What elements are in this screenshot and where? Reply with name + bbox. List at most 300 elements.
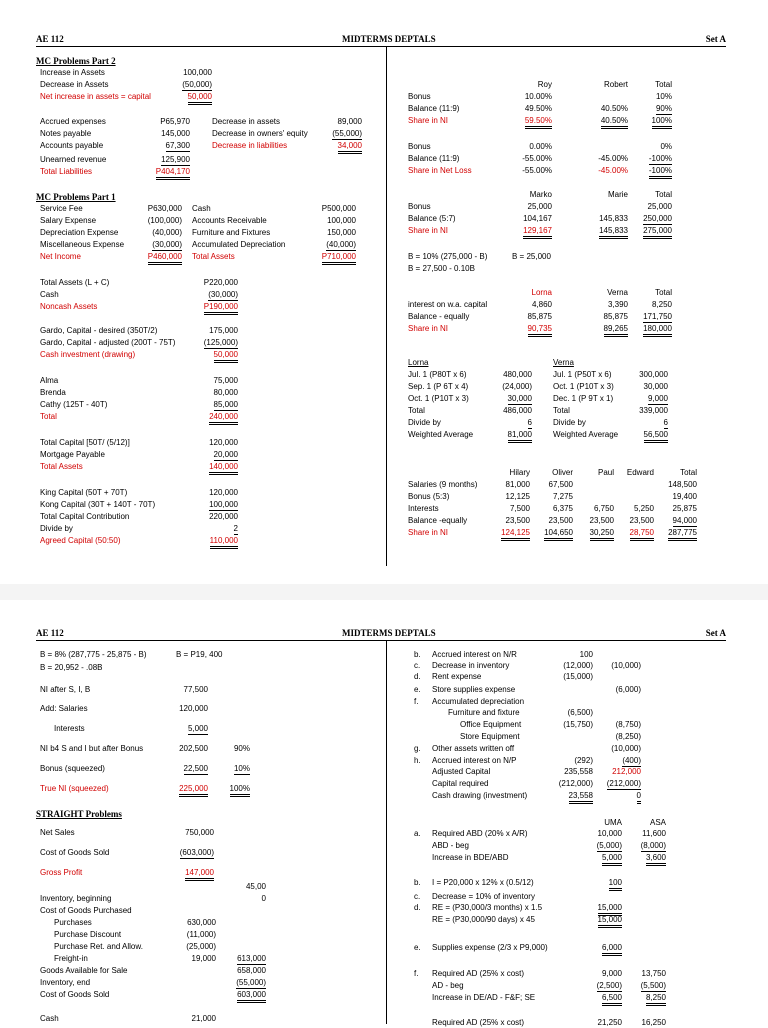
amount-cell: -100% (648, 154, 672, 163)
amount-cell: 104,167 (523, 214, 552, 223)
amount-cell: 100,000 (183, 68, 212, 77)
amount-cell: 77,500 (183, 685, 208, 694)
amount-cell: (292) (574, 756, 593, 765)
line-label: Cost of Goods Sold (40, 990, 110, 999)
amount-cell: (15,750) (563, 720, 593, 729)
line-label: Miscellaneous Expense (40, 240, 125, 249)
line-label: Cash drawing (investment) (432, 791, 528, 800)
amount-cell: 147,000 (185, 868, 214, 881)
line-label: Sep. 1 (P 6T x 4) (408, 382, 469, 391)
line-label: Jul. 1 (P80T x 6) (408, 370, 467, 379)
amount-cell: 45,00 (245, 882, 266, 891)
line-label: Total Assets (40, 462, 83, 471)
amount-cell: 67,500 (548, 480, 573, 489)
amount-cell: 6,000 (602, 943, 622, 956)
amount-cell: 7,275 (552, 492, 573, 501)
amount-cell: (10,000) (611, 744, 641, 753)
amount-cell: 104,650 (544, 528, 573, 541)
amount-cell: 100% (230, 784, 250, 797)
amount-cell: 0% (660, 142, 672, 151)
amount-cell: 110,000 (210, 536, 238, 549)
amount-cell: 486,000 (503, 406, 532, 415)
amount-cell: 21,250 (597, 1018, 622, 1027)
amount-cell: 175,000 (209, 326, 238, 335)
amount-cell: (55,000) (332, 129, 362, 138)
line-label: b. (414, 878, 421, 887)
amount-cell: P190,000 (204, 302, 238, 315)
line-label: AD - beg (432, 981, 464, 990)
set-label: Set A (705, 628, 726, 638)
line-label: Accrued interest on N/P (432, 756, 517, 765)
amount-cell: (55,000) (236, 978, 266, 987)
line-label: d. (414, 672, 421, 681)
line-label: RE = (P30,000/90 days) x 45 (432, 915, 535, 924)
amount-cell: 6,750 (593, 504, 614, 513)
line-label: f. (414, 969, 419, 978)
amount-cell: 13,750 (641, 969, 666, 978)
line-label: Decrease in Assets (40, 80, 109, 89)
amount-cell: Marie (607, 190, 628, 199)
line-label: Agreed Capital (50:50) (40, 536, 121, 545)
amount-cell: 140,000 (209, 462, 238, 475)
line-label: Cost of Goods Sold (40, 848, 110, 857)
amount-cell: 129,167 (523, 226, 552, 239)
amount-cell: 603,000 (237, 990, 266, 1003)
line-label: B = 20,952 - .08B (40, 663, 103, 672)
column-divider (386, 640, 387, 1024)
amount-cell: 81,000 (508, 430, 532, 443)
amount-cell: P460,000 (148, 252, 182, 265)
line-label: Decrease in inventory (432, 661, 510, 670)
line-label: Required AD (25% x cost) (432, 969, 525, 978)
amount-cell: 613,000 (237, 954, 266, 963)
page-header (36, 34, 726, 46)
amount-cell: 0 (637, 791, 641, 804)
line-label: c. (414, 892, 421, 901)
amount-cell: 19,400 (672, 492, 697, 501)
amount-cell: 9,000 (601, 969, 622, 978)
amount-cell: P630,000 (147, 204, 182, 213)
section-heading: MC Problems Part 1 (36, 192, 116, 202)
line-label: Rent expense (432, 672, 482, 681)
line-label: Balance - equally (408, 312, 470, 321)
line-label: Kong Capital (30T + 140T - 70T) (40, 500, 156, 509)
line-label: B = 27,500 - 0.10B (408, 264, 475, 273)
line-label: Decrease in owners' equity (212, 129, 308, 138)
line-label: Increase in Assets (40, 68, 105, 77)
amount-cell: P404,170 (156, 167, 190, 180)
line-label: c. (414, 661, 421, 670)
line-label: b. (414, 650, 421, 659)
amount-cell: 225,000 (179, 784, 208, 797)
line-label: Decrease = 10% of inventory (432, 892, 535, 901)
amount-cell: 5,000 (602, 853, 622, 866)
amount-cell: 235,558 (564, 767, 593, 776)
amount-cell: 120,000 (179, 704, 208, 713)
line-label: Accounts Receivable (192, 216, 267, 225)
line-label: d. (414, 903, 421, 912)
amount-cell: Total (680, 468, 697, 477)
amount-cell: (5,000) (596, 841, 622, 850)
line-label: e. (414, 943, 421, 952)
amount-cell: 49.50% (524, 104, 552, 113)
line-label: Increase in DE/AD - F&F; SE (432, 993, 536, 1002)
line-label: Divide by (553, 418, 586, 427)
amount-cell: 10% (655, 92, 672, 101)
amount-cell: 630,000 (187, 918, 216, 927)
line-label: interest on w.a. capital (408, 300, 488, 309)
line-label: Net Sales (40, 828, 75, 837)
amount-cell: 28,750 (630, 528, 654, 541)
amount-cell: 85,875 (527, 312, 552, 321)
line-label: Other assets written off (432, 744, 515, 753)
amount-cell: -55.00% (522, 166, 552, 175)
amount-cell: 5,000 (187, 724, 208, 733)
amount-cell: 30,000 (507, 394, 532, 403)
line-label: Salaries (9 months) (408, 480, 478, 489)
amount-cell: 56,500 (644, 430, 668, 443)
line-label: Store Equipment (460, 732, 520, 741)
document-title: MIDTERMS DEPTALS (342, 628, 436, 638)
line-label: Decrease in assets (212, 117, 281, 126)
amount-cell: (603,000) (179, 848, 214, 857)
amount-cell: ASA (649, 818, 666, 827)
amount-cell: 3,600 (646, 853, 666, 866)
line-label: Accumulated Depreciation (192, 240, 286, 249)
line-label: Capital required (432, 779, 489, 788)
line-label: Alma (40, 376, 59, 385)
line-label: Notes payable (40, 129, 92, 138)
amount-cell: 85,000 (213, 400, 238, 409)
amount-cell: (212,000) (606, 779, 641, 788)
line-label: Required ABD (20% x A/R) (432, 829, 528, 838)
line-label: Furniture and fixture (448, 708, 520, 717)
line-label: B = P19, 400 (176, 650, 223, 659)
line-label: Share in NI (408, 324, 449, 333)
line-label: Accrued interest on N/R (432, 650, 517, 659)
line-label: RE = (P30,000/3 months) x 1.5 (432, 903, 543, 912)
line-label: Cash (192, 204, 211, 213)
amount-cell: (40,000) (326, 240, 356, 249)
amount-cell: Paul (597, 468, 614, 477)
section-heading: MC Problems Part 2 (36, 56, 116, 66)
amount-cell: 145,833 (599, 214, 628, 223)
amount-cell: 100 (579, 650, 593, 659)
amount-cell: 287,775 (668, 528, 697, 541)
header-rule (36, 640, 726, 641)
line-label: Gross Profit (40, 868, 83, 877)
line-label: Share in NI (408, 116, 449, 125)
line-label: Cash (40, 1014, 59, 1023)
amount-cell: 40.50% (601, 116, 628, 129)
amount-cell: Roy (537, 80, 552, 89)
line-label: Divide by (40, 524, 73, 533)
amount-cell: 50,000 (188, 92, 212, 105)
line-label: King Capital (50T + 70T) (40, 488, 128, 497)
line-label: Divide by (408, 418, 441, 427)
amount-cell: 8,250 (651, 300, 672, 309)
amount-cell: 25,000 (527, 202, 552, 211)
amount-cell: 120,000 (209, 438, 238, 447)
line-label: Share in Net Loss (408, 166, 472, 175)
line-label: Total (408, 406, 425, 415)
amount-cell: 6,375 (552, 504, 573, 513)
amount-cell: (30,000) (208, 290, 238, 299)
amount-cell: 85,875 (603, 312, 628, 321)
amount-cell: 90% (655, 104, 672, 113)
line-label: Decrease in liabilities (212, 141, 288, 150)
section-heading: STRAIGHT Problems (36, 809, 122, 819)
amount-cell: 81,000 (505, 480, 530, 489)
amount-cell: 3,390 (607, 300, 628, 309)
amount-cell: 9,000 (647, 394, 668, 403)
line-label: Store supplies expense (432, 685, 516, 694)
amount-cell: 15,000 (598, 915, 622, 928)
amount-cell: 480,000 (503, 370, 532, 379)
amount-cell: 275,000 (643, 226, 672, 239)
amount-cell: (50,000) (182, 80, 212, 89)
line-label: Salary Expense (40, 216, 97, 225)
amount-cell: 40.50% (600, 104, 628, 113)
amount-cell: 23,500 (589, 516, 614, 525)
amount-cell: 124,125 (501, 528, 530, 541)
line-label: Goods Available for Sale (40, 966, 128, 975)
line-label: Depreciation Expense (40, 228, 119, 237)
line-label: Lorna (408, 358, 429, 367)
line-label: Noncash Assets (40, 302, 98, 311)
line-label: Bonus (408, 202, 431, 211)
amount-cell: P220,000 (203, 278, 238, 287)
amount-cell: 202,500 (179, 744, 208, 753)
amount-cell: 90% (233, 744, 250, 753)
line-label: ABD - beg (432, 841, 469, 850)
line-label: Purchase Discount (54, 930, 122, 939)
amount-cell: 5,250 (633, 504, 654, 513)
amount-cell: 6,500 (602, 993, 622, 1006)
amount-cell: (11,000) (186, 930, 216, 939)
amount-cell: 12,125 (505, 492, 530, 501)
amount-cell: Total (655, 80, 672, 89)
line-label: Total (40, 412, 57, 421)
amount-cell: 19,000 (191, 954, 216, 963)
line-label: Bonus (squeezed) (40, 764, 105, 773)
amount-cell: 11,600 (642, 829, 666, 838)
amount-cell: -100% (649, 166, 672, 179)
line-label: Total Capital [50T/ (5/12)] (40, 438, 130, 447)
amount-cell: 23,500 (505, 516, 530, 525)
course-code: AE 112 (36, 628, 64, 638)
line-label: Brenda (40, 388, 66, 397)
line-label: Unearned revenue (40, 155, 107, 164)
amount-cell: 125,900 (161, 155, 190, 164)
amount-cell: -45.00% (598, 166, 628, 175)
amount-cell: 150,000 (327, 228, 356, 237)
amount-cell: 10.00% (524, 92, 552, 101)
amount-cell: 148,500 (668, 480, 697, 489)
amount-cell: 180,000 (643, 324, 672, 337)
amount-cell: (8,250) (615, 732, 641, 741)
line-label: Balance (11:9) (408, 154, 460, 163)
amount-cell: 220,000 (209, 512, 238, 521)
amount-cell: 89,000 (337, 117, 362, 126)
amount-cell: 0 (261, 894, 266, 903)
line-label: Inventory, end (40, 978, 91, 987)
amount-cell: 212,000 (612, 767, 641, 776)
line-label: Add: Salaries (40, 704, 88, 713)
line-label: Net Income (40, 252, 81, 261)
amount-cell: P710,000 (322, 252, 356, 265)
amount-cell: 4,860 (531, 300, 552, 309)
line-label: Bonus (408, 142, 431, 151)
line-label: Inventory, beginning (40, 894, 112, 903)
line-label: Balance -equally (408, 516, 468, 525)
line-label: Mortgage Payable (40, 450, 105, 459)
amount-cell: (5,500) (640, 981, 666, 990)
amount-cell: 75,000 (213, 376, 238, 385)
line-label: Verna (553, 358, 574, 367)
line-label: h. (414, 756, 421, 765)
line-label: NI b4 S and I but after Bonus (40, 744, 144, 753)
amount-cell: 10% (233, 764, 250, 773)
amount-cell: 8,250 (646, 993, 666, 1006)
line-label: Jul. 1 (P50T x 6) (553, 370, 612, 379)
line-label: Office Equipment (460, 720, 522, 729)
amount-cell: 30,250 (590, 528, 614, 541)
column-divider (386, 46, 387, 566)
amount-cell: 21,000 (191, 1014, 216, 1023)
line-label: Total Assets (192, 252, 235, 261)
line-label: a. (414, 829, 421, 838)
amount-cell: 59.50% (525, 116, 552, 129)
amount-cell: Hilary (509, 468, 530, 477)
line-label: Accounts payable (40, 141, 104, 150)
amount-cell: 145,833 (599, 226, 628, 239)
amount-cell: 240,000 (209, 412, 238, 425)
amount-cell: (15,000) (563, 672, 593, 681)
line-label: Increase in BDE/ABD (432, 853, 509, 862)
amount-cell: 67,300 (165, 141, 190, 150)
amount-cell: 15,000 (598, 903, 622, 916)
line-label: I = P20,000 x 12% x (0.5/12) (432, 878, 534, 887)
header-rule (36, 46, 726, 47)
line-label: Furniture and Fixtures (192, 228, 271, 237)
line-label: Total Assets (L + C) (40, 278, 110, 287)
amount-cell: 6 (527, 418, 532, 427)
amount-cell: 80,000 (213, 388, 238, 397)
line-label: Purchases (54, 918, 92, 927)
line-label: Total (553, 406, 570, 415)
line-label: Service Fee (40, 204, 83, 213)
amount-cell: 100,000 (209, 500, 238, 509)
line-label: Cost of Goods Purchased (40, 906, 132, 915)
amount-cell: P500,000 (321, 204, 356, 213)
amount-cell: 100% (652, 116, 672, 129)
line-label: Total Capital Contribution (40, 512, 130, 521)
amount-cell: 23,558 (569, 791, 593, 804)
amount-cell: Marko (529, 190, 552, 199)
amount-cell: (8,000) (640, 841, 666, 850)
line-label: Balance (11:9) (408, 104, 460, 113)
amount-cell: 2 (233, 524, 238, 533)
line-label: Cathy (125T - 40T) (40, 400, 108, 409)
amount-cell: (24,000) (502, 382, 532, 391)
amount-cell: 30,000 (643, 382, 668, 391)
amount-cell: 0.00% (529, 142, 552, 151)
line-label: Gardo, Capital - adjusted (200T - 75T) (40, 338, 176, 347)
line-label: Bonus (5:3) (408, 492, 450, 501)
amount-cell: (10,000) (611, 661, 641, 670)
line-label: Oct. 1 (P10T x 3) (553, 382, 614, 391)
amount-cell: 25,875 (672, 504, 697, 513)
course-code: AE 112 (36, 34, 64, 44)
line-label: B = 25,000 (512, 252, 551, 261)
amount-cell: P65,970 (160, 117, 190, 126)
amount-cell: 23,500 (548, 516, 573, 525)
amount-cell: (6,500) (567, 708, 593, 717)
line-label: B = 8% (287,775 - 25,875 - B) (40, 650, 147, 659)
page-2 (0, 600, 768, 1027)
line-label: Balance (5:7) (408, 214, 456, 223)
line-label: Freight-in (54, 954, 88, 963)
line-label: Net increase in assets = capital (40, 92, 151, 101)
amount-cell: 120,000 (209, 488, 238, 497)
line-label: Weighted Average (408, 430, 474, 439)
amount-cell: (2,500) (596, 981, 622, 990)
line-label: Gardo, Capital - desired (350T/2) (40, 326, 158, 335)
amount-cell: 300,000 (639, 370, 668, 379)
amount-cell: 23,500 (629, 516, 654, 525)
line-label: Supplies expense (2/3 x P9,000) (432, 943, 548, 952)
amount-cell: (125,000) (203, 338, 238, 347)
line-label: Share in NI (408, 528, 449, 537)
amount-cell: 25,000 (647, 202, 672, 211)
amount-cell: (400) (622, 756, 641, 765)
amount-cell: -55.00% (522, 154, 552, 163)
amount-cell: 100,000 (327, 216, 356, 225)
line-label: Interests (408, 504, 439, 513)
amount-cell: Robert (603, 80, 628, 89)
amount-cell: 16,250 (641, 1018, 666, 1027)
amount-cell: (212,000) (558, 779, 593, 788)
amount-cell: Total (655, 288, 672, 297)
line-label: Share in NI (408, 226, 449, 235)
amount-cell: 7,500 (509, 504, 530, 513)
amount-cell: 6 (663, 418, 668, 427)
amount-cell: 339,000 (639, 406, 668, 415)
amount-cell: 94,000 (672, 516, 697, 525)
line-label: Accumulated depreciation (432, 697, 525, 706)
line-label: Cash (40, 290, 59, 299)
line-label: Bonus (408, 92, 431, 101)
line-label: Accrued expenses (40, 117, 106, 126)
amount-cell: 89,265 (604, 324, 628, 337)
document-title: MIDTERMS DEPTALS (342, 34, 436, 44)
amount-cell: 20,000 (213, 450, 238, 459)
amount-cell: 145,000 (161, 129, 190, 138)
line-label: Oct. 1 (P10T x 3) (408, 394, 469, 403)
amount-cell: Oliver (552, 468, 573, 477)
amount-cell: 658,000 (237, 966, 266, 975)
line-label: Required AD (25% x cost) (432, 1018, 525, 1027)
line-label: Weighted Average (553, 430, 619, 439)
line-label: g. (414, 744, 421, 753)
line-label: e. (414, 685, 421, 694)
line-label: Interests (54, 724, 85, 733)
amount-cell: -45.00% (598, 154, 628, 163)
line-label: Cash investment (drawing) (40, 350, 136, 359)
amount-cell: 750,000 (185, 828, 214, 837)
set-label: Set A (705, 34, 726, 44)
